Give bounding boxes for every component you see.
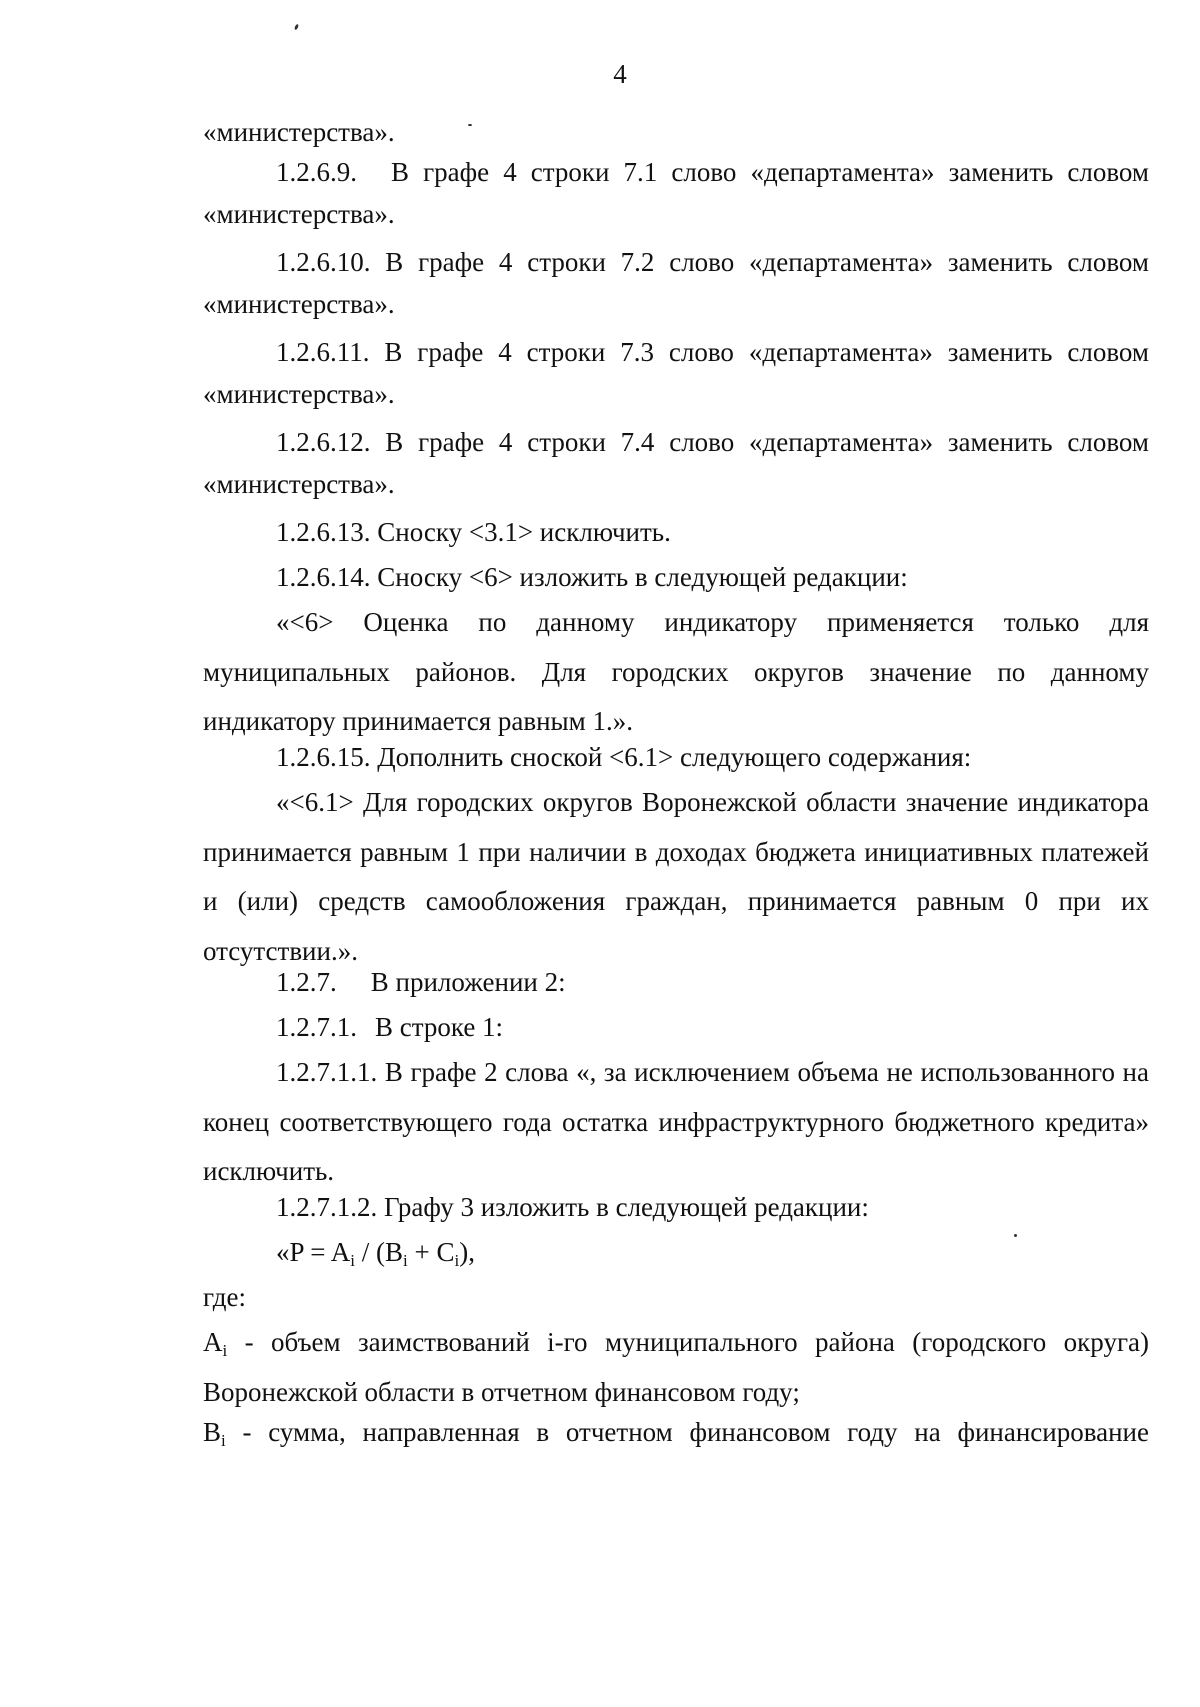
scan-speck [294, 24, 299, 31]
footnote-6-1-text [203, 778, 1149, 976]
definition-symbol: A [203, 1327, 223, 1357]
clause-number: 1.2.6.9. [276, 157, 357, 187]
paragraph-1-2-6-11-end [203, 370, 1149, 420]
definition-subscript: i [222, 1341, 228, 1360]
paragraph-text: «министерства». [203, 379, 395, 409]
paragraph-text: «министерства». [203, 289, 395, 319]
formula-subscript: i [350, 1251, 355, 1270]
paragraph-1-2-6-9-end [203, 190, 1149, 240]
paragraph-text: В приложении 2: [370, 967, 566, 997]
paragraph-1-2-7-1 [203, 1003, 1149, 1053]
paragraph-1-2-6-12-end [203, 460, 1149, 510]
paragraph-text: 1.2.6.14. Сноску <6> изложить в следующей редакции: [276, 562, 908, 592]
definition-subscript: i [221, 1431, 226, 1450]
paragraph-text: «министерства». [203, 469, 395, 499]
clause-number: 1.2.7.1. [276, 1012, 357, 1042]
paragraph-text: «<6.1> Для городских округов Воронежской области значение индикатора принимается равным 1 при наличии в доходах бюджета инициативных платежей и (или) средств самообложения граждан, принимается равным 0 при их отсутствии.». [203, 787, 1149, 966]
paragraph-text: 1.2.6.10. В графе 4 строки 7.2 слово «департамента» заменить словом [276, 247, 1149, 277]
paragraph-text: 1.2.6.11. В графе 4 строки 7.3 слово «департамента» заменить словом [276, 337, 1149, 367]
formula-part: ), [459, 1237, 475, 1267]
paragraph-1-2-6-10-end [203, 280, 1149, 330]
paragraph-text: «министерства». [203, 117, 395, 147]
paragraph-1-2-7-1-2 [203, 1183, 1149, 1233]
paragraph-text: 1.2.7.1.2. Графу 3 изложить в следующей редакции: [276, 1192, 869, 1222]
scan-speck [468, 124, 472, 126]
paragraph-text: В графе 4 строки 7.1 слово «департамента» заменить словом [391, 157, 1149, 187]
definition-b [203, 1408, 1149, 1458]
paragraph-1-2-6-15 [203, 733, 1149, 783]
formula-part: + C [407, 1237, 455, 1267]
scan-speck [1014, 1234, 1017, 1237]
footnote-6-text [203, 598, 1149, 747]
paragraph-1-2-6-14 [203, 553, 1149, 603]
paragraph-1-2-7 [203, 958, 1149, 1008]
paragraph-text: «министерства». [203, 199, 395, 229]
paragraph-1-2-6-13 [203, 508, 1149, 558]
paragraph-text: «<6> Оценка по данному индикатору применяется только для муниципальных районов. Для городских округов значение по данному индикатору принимается равным 1.». [203, 607, 1149, 736]
definition-text: - объем заимствований i-го муниципального района (городского округа) Воронежской области в отчетном финансовом году; [203, 1327, 1149, 1407]
paragraph-1-2-7-1-1 [203, 1048, 1149, 1197]
clause-number: 1.2.7. [276, 967, 337, 997]
paragraph-text: 1.2.6.13. Сноску <3.1> исключить. [276, 517, 671, 547]
paragraph-text: В строке 1: [375, 1012, 504, 1042]
definition-symbol: B [203, 1417, 222, 1447]
formula-subscript: i [454, 1251, 460, 1270]
definition-text: - сумма, направленная в отчетном финансовом году на финансирование [225, 1417, 1149, 1447]
formula-part: «P = A [276, 1237, 351, 1267]
paragraph-text: 1.2.6.12. В графе 4 строки 7.4 слово «департамента» заменить словом [276, 427, 1149, 457]
formula-part: / (B [354, 1237, 403, 1267]
paragraph-text: где: [203, 1282, 246, 1312]
definition-a [203, 1318, 1149, 1417]
paragraph-text: 1.2.6.15. Дополнить сноской <6.1> следующего содержания: [276, 742, 972, 772]
formula [203, 1228, 1149, 1278]
formula-subscript: i [403, 1251, 408, 1270]
page-number: 4 [613, 59, 627, 89]
where-label [203, 1273, 1149, 1323]
paragraph-text: 1.2.7.1.1. В графе 2 слова «, за исключением объема не использованного на конец соответствующего года остатка инфраструктурного бюджетного кредита» исключить. [203, 1057, 1149, 1186]
